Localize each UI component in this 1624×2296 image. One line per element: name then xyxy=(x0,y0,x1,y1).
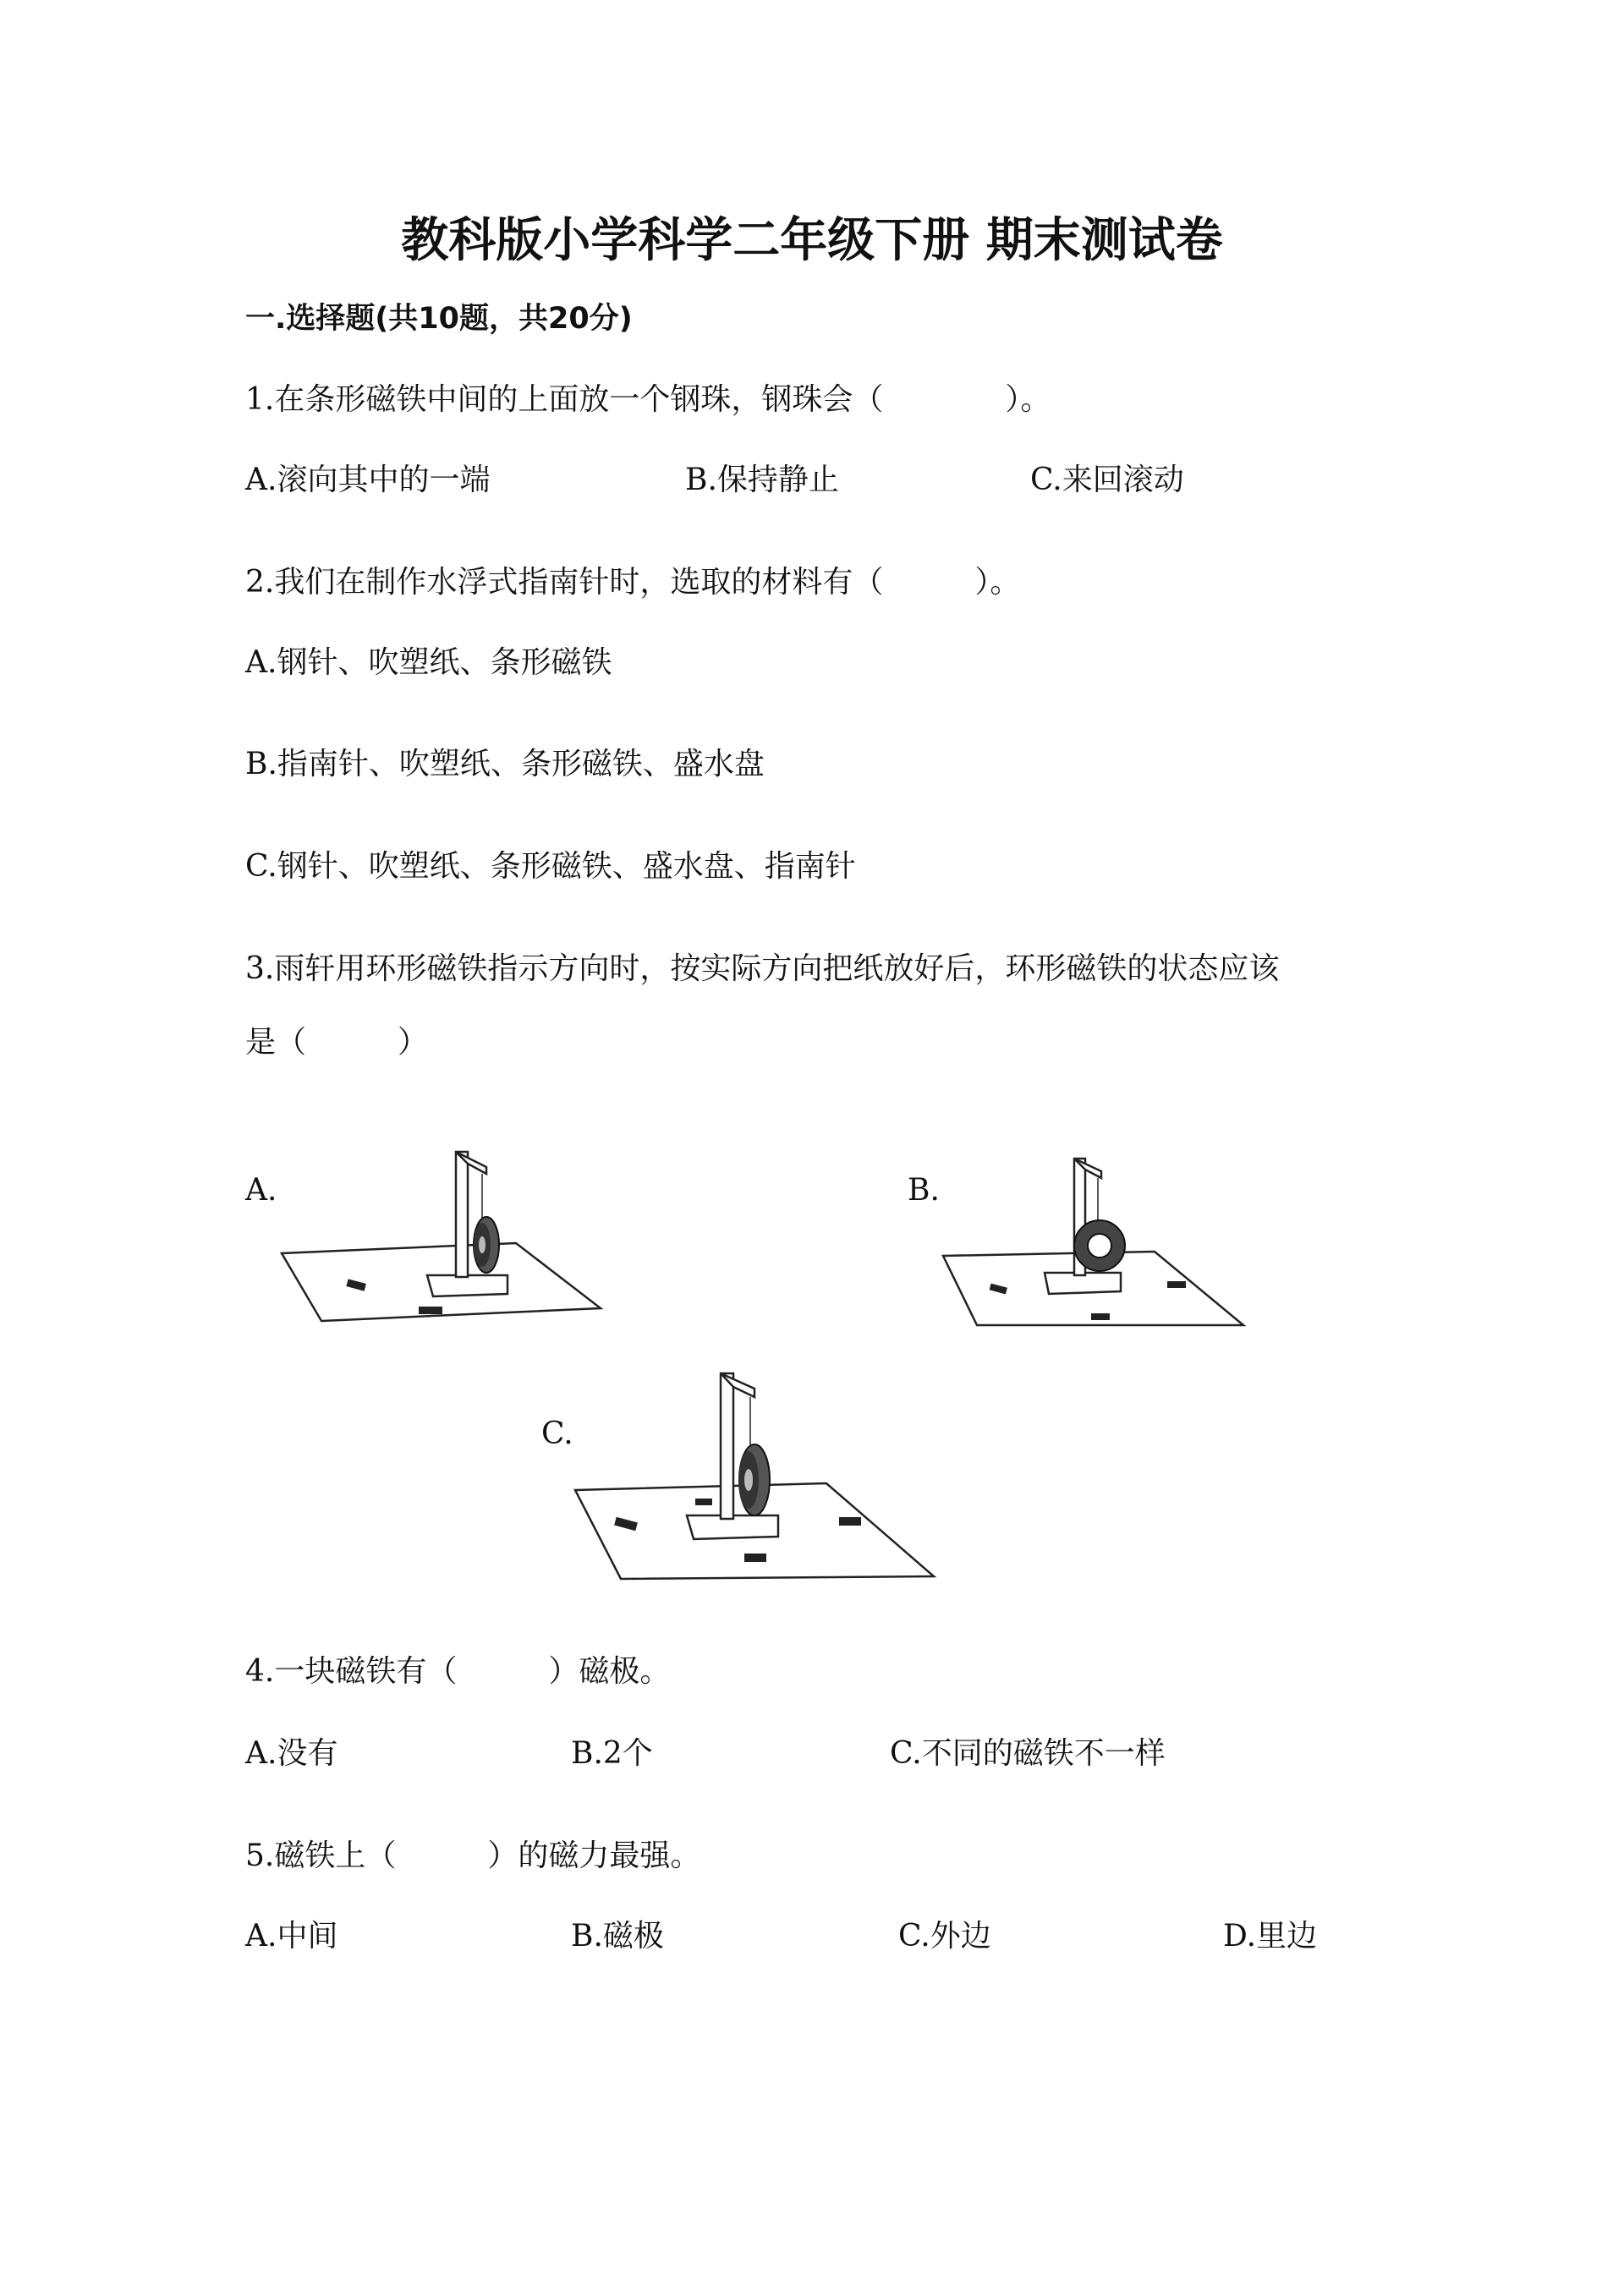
figure-c-ring-magnet-stand xyxy=(568,1363,941,1587)
q3-option-a: A. xyxy=(245,1173,277,1208)
question-2: 2.我们在制作水浮式指南针时，选取的材料有（ ）。 xyxy=(245,565,1021,600)
q4-option-c: C.不同的磁铁不一样 xyxy=(890,1736,1166,1771)
q3-option-b: B. xyxy=(908,1173,940,1208)
q5-option-d: D.里边 xyxy=(1223,1919,1318,1954)
q5-option-c: C.外边 xyxy=(898,1919,991,1954)
section-heading: 一.选择题(共10题，共20分) xyxy=(245,302,633,336)
q1-option-b: B.保持静止 xyxy=(685,463,839,497)
question-1: 1.在条形磁铁中间的上面放一个钢珠，钢珠会（ ）。 xyxy=(245,382,1051,417)
q2-option-b: B.指南针、吹塑纸、条形磁铁、盛水盘 xyxy=(245,747,765,781)
figure-b-ring-magnet-stand xyxy=(939,1146,1252,1336)
q2-option-a: A.钢针、吹塑纸、条形磁铁 xyxy=(245,645,612,680)
q5-option-a: A.中间 xyxy=(245,1919,338,1954)
q2-option-c: C.钢针、吹塑纸、条形磁铁、盛水盘、指南针 xyxy=(245,849,856,884)
q1-option-c: C.来回滚动 xyxy=(1030,463,1184,497)
page-title: 教科版小学科学二年级下册 期末测试卷 xyxy=(401,213,1223,268)
question-3: 3.雨轩用环形磁铁指示方向时，按实际方向把纸放好后，环形磁铁的状态应该 xyxy=(245,951,1280,986)
q4-option-a: A.没有 xyxy=(245,1736,338,1771)
q5-option-b: B.磁极 xyxy=(571,1919,664,1954)
q4-option-b: B.2个 xyxy=(571,1736,653,1771)
question-3-cont: 是（ ） xyxy=(245,1025,429,1060)
question-5: 5.磁铁上（ ）的磁力最强。 xyxy=(245,1838,701,1873)
figure-a-ring-magnet-stand xyxy=(275,1133,613,1323)
question-4: 4.一块磁铁有（ ）磁极。 xyxy=(245,1654,671,1689)
q3-option-c: C. xyxy=(541,1417,573,1451)
q1-option-a: A.滚向其中的一端 xyxy=(245,463,491,497)
